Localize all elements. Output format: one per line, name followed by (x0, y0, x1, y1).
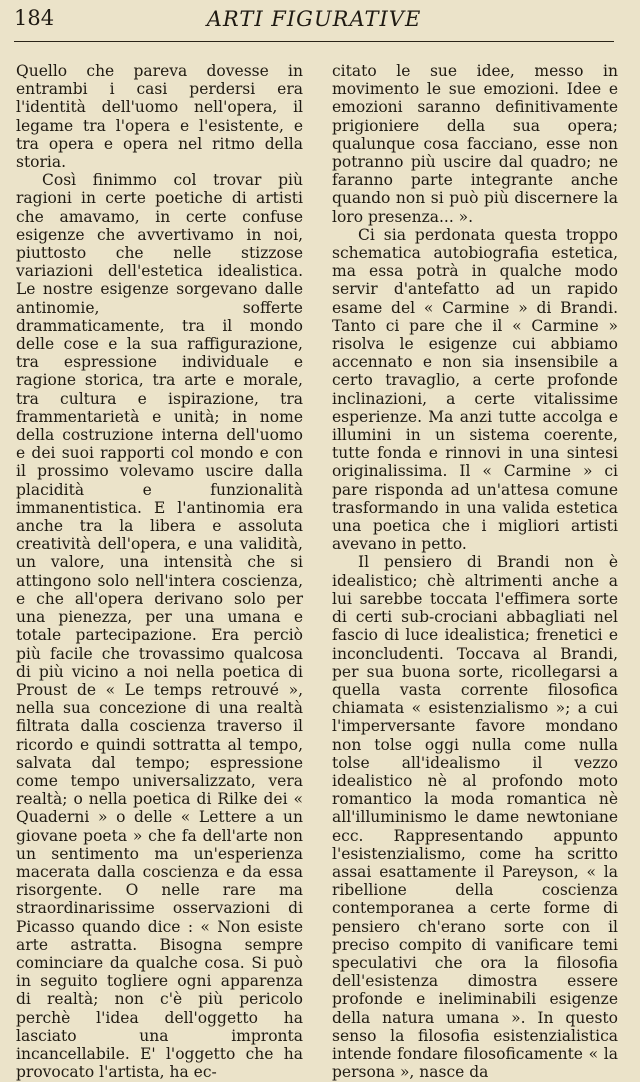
left-column (16, 62, 303, 1081)
page-header (14, 4, 614, 32)
page-number: 184 (14, 6, 55, 30)
header-rule (14, 41, 614, 42)
paragraph: citato le sue idee, messo in movimento le sue emozioni. Idee e emozioni saranno definitivamente prigioniere della sua opera; qualunque cosa facciano, esse non potranno più uscire dal quadro; ne faranno parte integrante anche quando non si può più discernere la loro presenza... ». (332, 62, 618, 226)
right-column (332, 62, 618, 1081)
paragraph: Così finimmo col trovar più ragioni in certe poetiche di artisti che amavamo, in certe confuse esigenze che avvertivamo in noi, piuttosto che nelle stizzose variazioni dell'estetica idealistica. Le nostre esigenze sorgevano dalle antinomie, sofferte drammaticamente, tra il mondo delle cose e la sua raffigurazione, tra espressione individuale e ragione storica, tra arte e morale, tra cultura e ispirazione, tra frammentarietà e unità; in nome della costruzione interna dell'uomo e dei suoi rapporti col mondo e con il prossimo volevamo uscire dalla placidità e funzionalità immanentistica. E l'antinomia era anche tra la libera e assoluta creatività dell'opera, e una validità, un valore, una intensità che si attingono solo nell'intera coscienza, e che all'opera derivano solo per una pienezza, per una umana e totale partecipazione. Era perciò più facile che trovassimo qualcosa di più vicino a noi nella poetica di Proust de « Le temps retrouvé », nella sua concezione di una realtà filtrata dalla coscienza traverso il ricordo e quindi sottratta al tempo, salvata dal tempo; espressione come tempo universalizzato, vera realtà; o nella poetica di Rilke dei « Quaderni » o delle « Lettere a un giovane poeta » che fa dell'arte non un sentimento ma un'esperienza macerata dalla coscienza e da essa risorgente. O nelle rare ma straordinarissime osservazioni di Picasso quando dice : « Non esiste arte astratta. Bisogna sempre cominciare da qualche cosa. Si può in seguito togliere ogni apparenza di realtà; non c'è più pericolo perchè l'idea dell'oggetto ha lasciato una impronta incancellabile. E' l'oggetto che ha provocato l'artista, ha ec- (16, 171, 303, 1082)
paragraph: Ci sia perdonata questa troppo schematica autobiografia estetica, ma essa potrà in qualche modo servir d'antefatto ad un rapido esame del « Carmine » di Brandi. Tanto ci pare che il « Carmine » risolva le esigenze cui abbiamo accennato e non sia insensibile a certo travaglio, a certe profonde inclinazioni, a certe vitalissime esperienze. Ma anzi tutte accolga e illumini in un sistema coerente, tutte fonda e rinnovi in una sintesi originalissima. Il « Carmine » ci pare risponda ad un'attesa comune trasformando in una valida estetica una poetica che i migliori artisti avevano in petto. (332, 225, 618, 554)
paragraph: Il pensiero di Brandi non è idealistico; chè altrimenti anche a lui sarebbe toccata l'effimera sorte di certi sub-crociani abbagliati nel fascio di luce idealistica; frenetici e inconcludenti. Toccava al Brandi, per sua buona sorte, ricollegarsi a quella vasta corrente filosofica chiamata « esistenzialismo »; a cui l'imperversante favore mondano non tolse oggi nulla come nulla tolse all'idealismo il vezzo idealistico nè al profondo moto romantico la moda romantica nè all'illuminismo le dame newtoniane ecc. Rappresentando appunto l'esistenzialismo, come ha scritto assai esattamente il Pareyson, « la ribellione della coscienza contemporanea a certe forme di pensiero ch'erano sorte con il preciso compito di vanificare temi speculativi che ora la filosofia dell'esistenza dimostra essere profonde e ineliminabili esigenze della natura umana ». In questo senso la filosofia esistenzialistica intende fondare filosoficamente « la persona », nasce da (332, 553, 618, 1082)
paragraph: Quello che pareva dovesse in entrambi i casi perdersi era l'identità dell'uomo nell'opera, il legame tra l'opera e l'esistente, e tra opera e opera nel ritmo della storia. (16, 62, 303, 172)
running-title: ARTI FIGURATIVE (206, 7, 422, 31)
